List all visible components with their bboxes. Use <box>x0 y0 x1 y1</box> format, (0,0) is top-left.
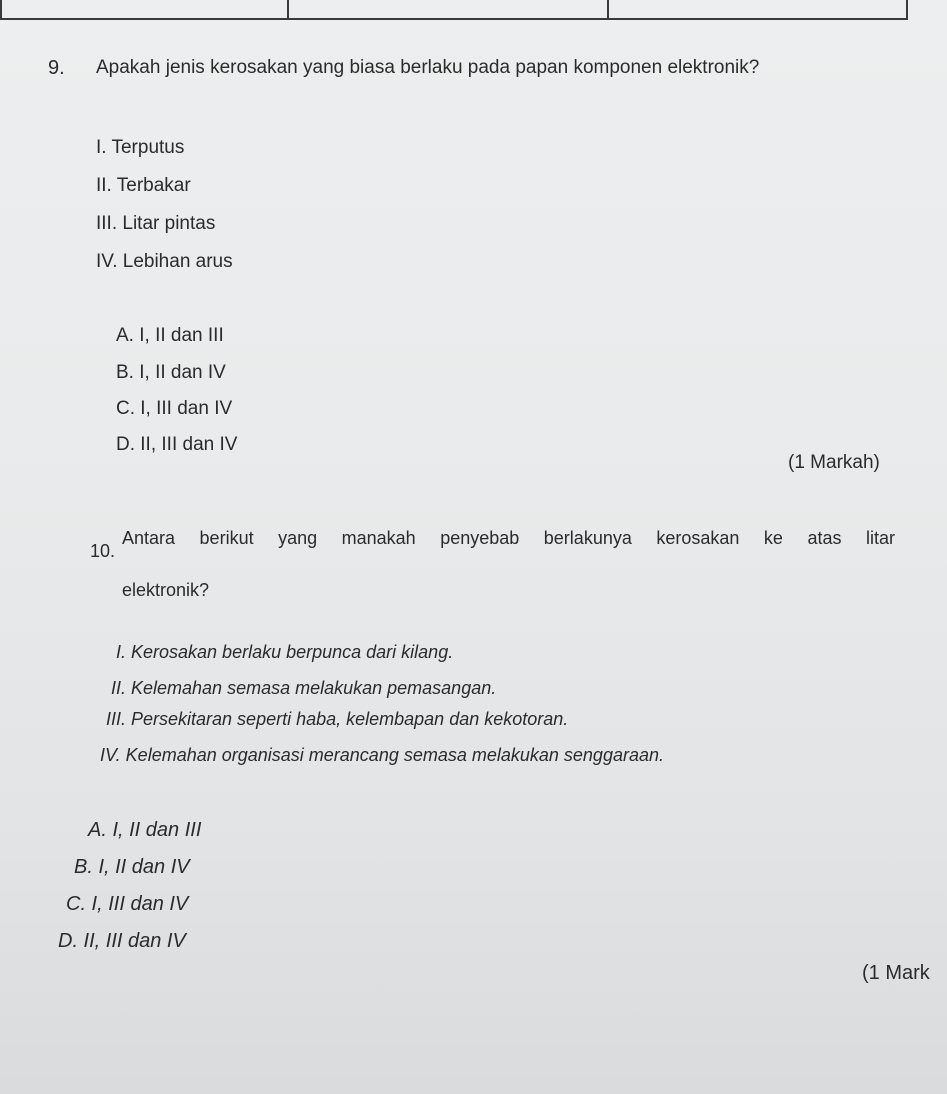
question-9-option-d: D. II, III dan IV <box>116 434 238 455</box>
question-10-option-b: B. I, II dan IV <box>74 856 190 878</box>
question-9-option-c: C. I, III dan IV <box>116 398 233 419</box>
question-9-option-a: A. I, II dan III <box>116 325 224 346</box>
header-divider-right <box>607 0 609 20</box>
header-divider-left <box>287 0 289 20</box>
question-10-statement-2: II. Kelemahan semasa melakukan pemasangan. <box>111 678 497 698</box>
question-9-text: Apakah jenis kerosakan yang biasa berlaku pada papan komponen elektronik? <box>96 57 760 78</box>
question-9-statement-2: II. Terbakar <box>96 175 191 196</box>
question-10-statement-1: I. Kerosakan berlaku berpunca dari kilang. <box>116 642 454 662</box>
question-9-statement-3: III. Litar pintas <box>96 213 216 234</box>
question-10-option-a: A. I, II dan III <box>88 819 202 841</box>
question-10-option-d: D. II, III dan IV <box>58 930 186 952</box>
question-9-number: 9. <box>48 57 65 79</box>
question-10-text-line-1: Antara berikut yang manakah penyebab berlakunya kerosakan ke atas litar <box>122 528 895 548</box>
question-9-marks: (1 Markah) <box>788 452 880 473</box>
question-10-marks: (1 Mark <box>862 962 930 984</box>
question-10-statement-4: IV. Kelemahan organisasi merancang semasa melakukan senggaraan. <box>100 745 664 765</box>
question-10-statement-3: III. Persekitaran seperti haba, kelembapan dan kekotoran. <box>106 709 569 729</box>
question-9-statement-4: IV. Lebihan arus <box>96 251 233 272</box>
question-9-option-b: B. I, II dan IV <box>116 362 226 383</box>
question-10-text-line-2: elektronik? <box>122 580 210 600</box>
question-10-option-c: C. I, III dan IV <box>66 893 189 915</box>
question-10-number: 10. <box>90 541 116 561</box>
question-9-statement-1: I. Terputus <box>96 137 185 158</box>
header-box <box>0 0 908 20</box>
